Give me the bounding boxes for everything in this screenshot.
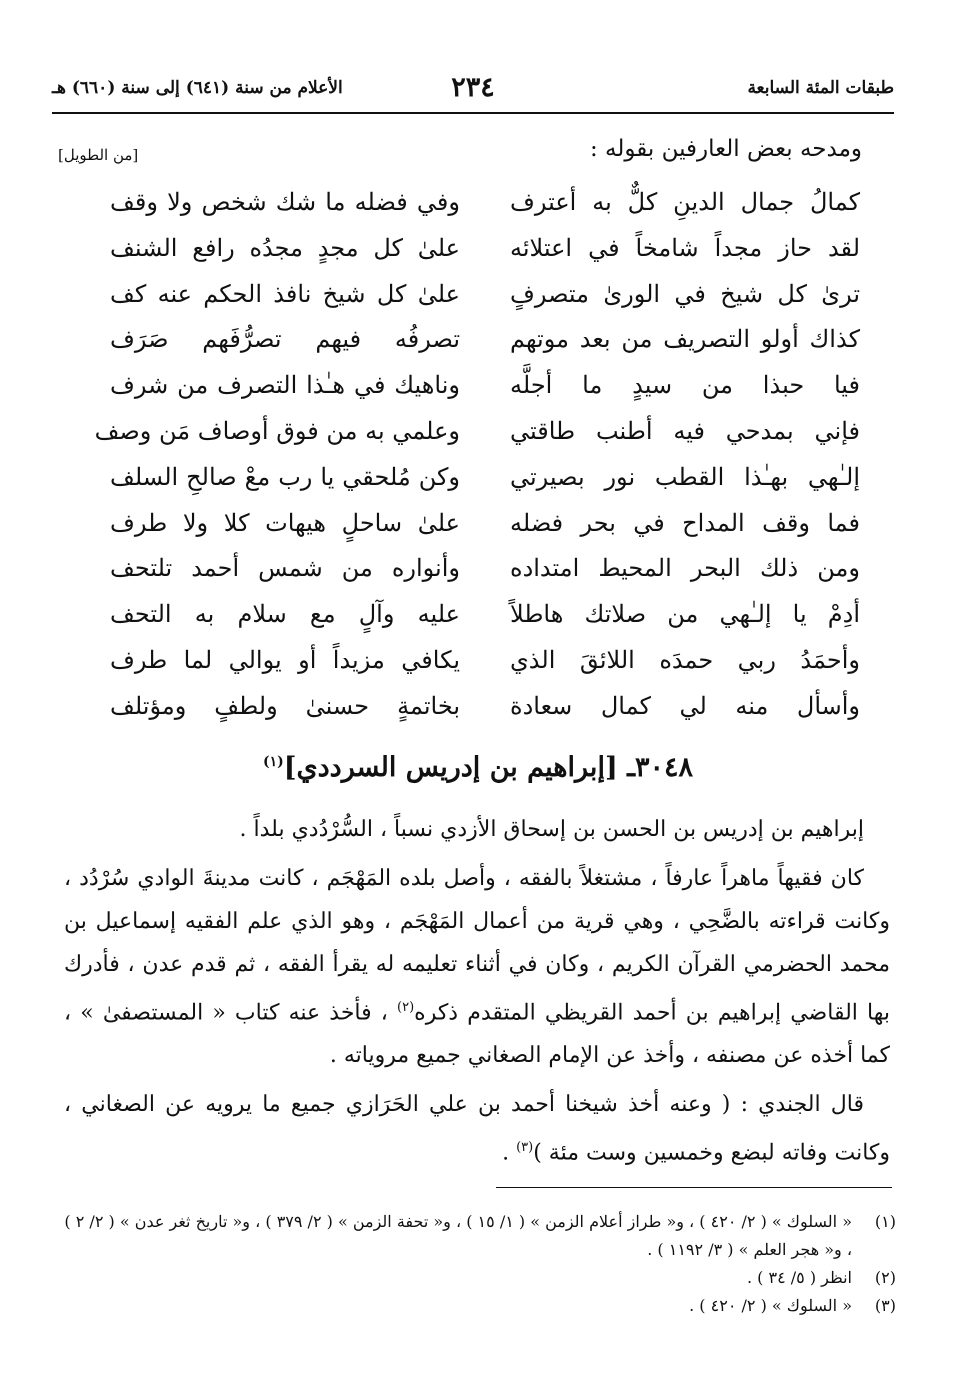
entry-paragraph	[64, 1083, 890, 1174]
verse	[60, 182, 896, 228]
footnote-number: (٢)	[874, 1268, 896, 1287]
verse-second-hemistich: وأنواره من شمس أحمد تلتحف	[110, 554, 460, 583]
verse	[60, 411, 896, 457]
footnote-divider	[496, 1187, 892, 1188]
paragraph-text: قال الجندي : ( وعنه أخذ شيخنا أحمد بن علي الحَرَازي جميع ما يرويه عن الصغاني ، وكانت وفاته لبضع وخمسين وست مئة )	[64, 1092, 890, 1166]
poem-meter: [من الطويل]	[58, 146, 139, 164]
footnote-text: « السلوك » ( ٢/ ٤٢٠ ) .	[689, 1296, 852, 1315]
verse-first-hemistich: كمالُ جمال الدينِ كلٌّ به أعترف	[510, 188, 860, 216]
header-divider	[52, 112, 894, 114]
footnote-number: (١)	[874, 1212, 896, 1231]
entry-title	[0, 752, 956, 783]
verse-second-hemistich: عليه وآلٍ مع سلام به التحف	[110, 600, 460, 629]
verse-first-hemistich: لقد حاز مجداً شامخاً في اعتلائه	[510, 233, 860, 262]
verse	[60, 548, 896, 594]
footnotes	[60, 1208, 896, 1320]
footnote-text: انظر ( ٥/ ٣٤ ) .	[746, 1268, 852, 1287]
footnote-text: « السلوك » ( ٢/ ٤٢٠ ) ، و« طراز أعلام الزمن » ( ١/ ١٥ ) ، و« تحفة الزمن » ( ٢/ ٣٧٩ ) ، و« تاريخ ثغر عدن » ( ٢/ ٢ ) ، و« هجر العلم » ( ٣/ ١١٩٢ ) .	[64, 1212, 852, 1259]
paragraph-text: ، فأخذ عنه كتاب « المستصفىٰ » ، كما أخذه عن مصنفه ، وأخذ عن الإمام الصغاني جميع مروياته .	[64, 1000, 890, 1069]
paragraph-text: إبراهيم بن إدريس بن الحسن بن إسحاق الأزدي نسباً ، السُّرْدُدي بلداً .	[239, 817, 864, 842]
verse-second-hemistich: تصرفُه فيهم تصرُّفَهم صَرَف	[110, 325, 460, 354]
footnote	[60, 1208, 896, 1264]
footnote	[60, 1292, 896, 1320]
verse	[60, 228, 896, 274]
section-title: الأعلام من سنة (٦٤١) إلى سنة (٦٦٠) هـ	[52, 78, 343, 98]
verse-first-hemistich: فإني بمدحي فيه أطنب طاقتي	[510, 416, 860, 445]
verse	[60, 594, 896, 640]
poem	[60, 182, 896, 732]
verse-first-hemistich: أدِمْ يا إلـٰهي من صلاتك هاطلاً	[510, 600, 860, 629]
verse-first-hemistich: فما وقف المداح في بحر فضله	[510, 508, 860, 537]
entry-paragraph	[64, 857, 890, 1077]
verse-second-hemistich: علىٰ ساحلٍ هيهات كلا ولا طرف	[110, 508, 460, 537]
verse-second-hemistich: علىٰ كل شيخ نافذ الحكم عنه كف	[110, 279, 460, 308]
verse	[60, 503, 896, 549]
verse	[60, 365, 896, 411]
footnote-ref: (١)	[262, 754, 284, 770]
page-header	[52, 72, 894, 108]
footnote-number: (٣)	[874, 1296, 896, 1315]
verse	[60, 640, 896, 686]
verse-first-hemistich: فيا حبذا من سيدٍ ما أجلَّه	[510, 371, 860, 400]
footnote-ref: (٢)	[397, 1000, 415, 1015]
verse-first-hemistich: إلـٰهي بهـٰذا القطب نور بصيرتي	[510, 462, 860, 491]
footnote	[60, 1264, 896, 1292]
footnote-ref: (٣)	[516, 1140, 534, 1156]
verse-first-hemistich: ترىٰ كل شيخ في الورىٰ متصرفٍ	[510, 279, 860, 308]
verse-second-hemistich: يكافي مزيداً أو يوالي لما طرف	[110, 645, 460, 674]
verse-second-hemistich: وناهيك في هـٰذا التصرف من شرف	[110, 371, 460, 400]
verse-second-hemistich: وفي فضله ما شك شخص ولا وقف	[110, 188, 460, 216]
entry-title-text: ٣٠٤٨ـ [إبراهيم بن إدريس السرددي]	[283, 752, 694, 783]
verse-second-hemistich: وعلمي به من فوق أوصاف مَن وصف	[94, 416, 460, 445]
verse-second-hemistich: بخاتمةٍ حسنىٰ ولطفٍ ومؤتلف	[110, 691, 460, 720]
book-title: طبقات المئة السابعة	[747, 78, 894, 98]
verse-second-hemistich: علىٰ كل مجدٍ مجدُه رافع الشنف	[110, 233, 460, 262]
verse-first-hemistich: وأحمَدُ ربي حمدَه اللائقَ الذي	[510, 645, 860, 674]
verse-first-hemistich: كذاك أولو التصريف من بعد موتهم	[510, 325, 860, 354]
poem-intro: ومدحه بعض العارفين بقوله :	[589, 136, 862, 162]
verse	[60, 457, 896, 503]
verse	[60, 319, 896, 365]
verse	[60, 686, 896, 732]
paragraph-text: كان فقيهاً ماهراً عارفاً ، مشتغلاً بالفقه ، وأصل بلده المَهْجَم ، كانت مدينةَ الوادي سُرْدُد ، وكانت قراءته بالضَّحِي ، وهي قرية من أعمال المَهْجَم ، وهو الذي علم الفقيه إسماعيل بن محمد الحضرمي القرآن الكريم ، وكان في أثناء تعليمه له يقرأ الفقه ، ثم قدم عدن ، فأدرك بها القاضي إبراهيم بن أحمد القريظي المتقدم ذكره	[64, 866, 890, 1026]
verse-first-hemistich: ومن ذلك البحر المحيط امتداده	[510, 554, 860, 583]
verse-first-hemistich: وأسأل منه لي كمال سعادة	[510, 691, 860, 720]
verse-second-hemistich: وكن مُلحقي يا رب معْ صالحِ السلف	[110, 462, 460, 491]
paragraph-text: .	[502, 1140, 517, 1166]
entry-body	[64, 808, 890, 1175]
verse	[60, 274, 896, 320]
entry-paragraph	[64, 808, 890, 851]
page-number: ٢٣٤	[451, 72, 495, 103]
